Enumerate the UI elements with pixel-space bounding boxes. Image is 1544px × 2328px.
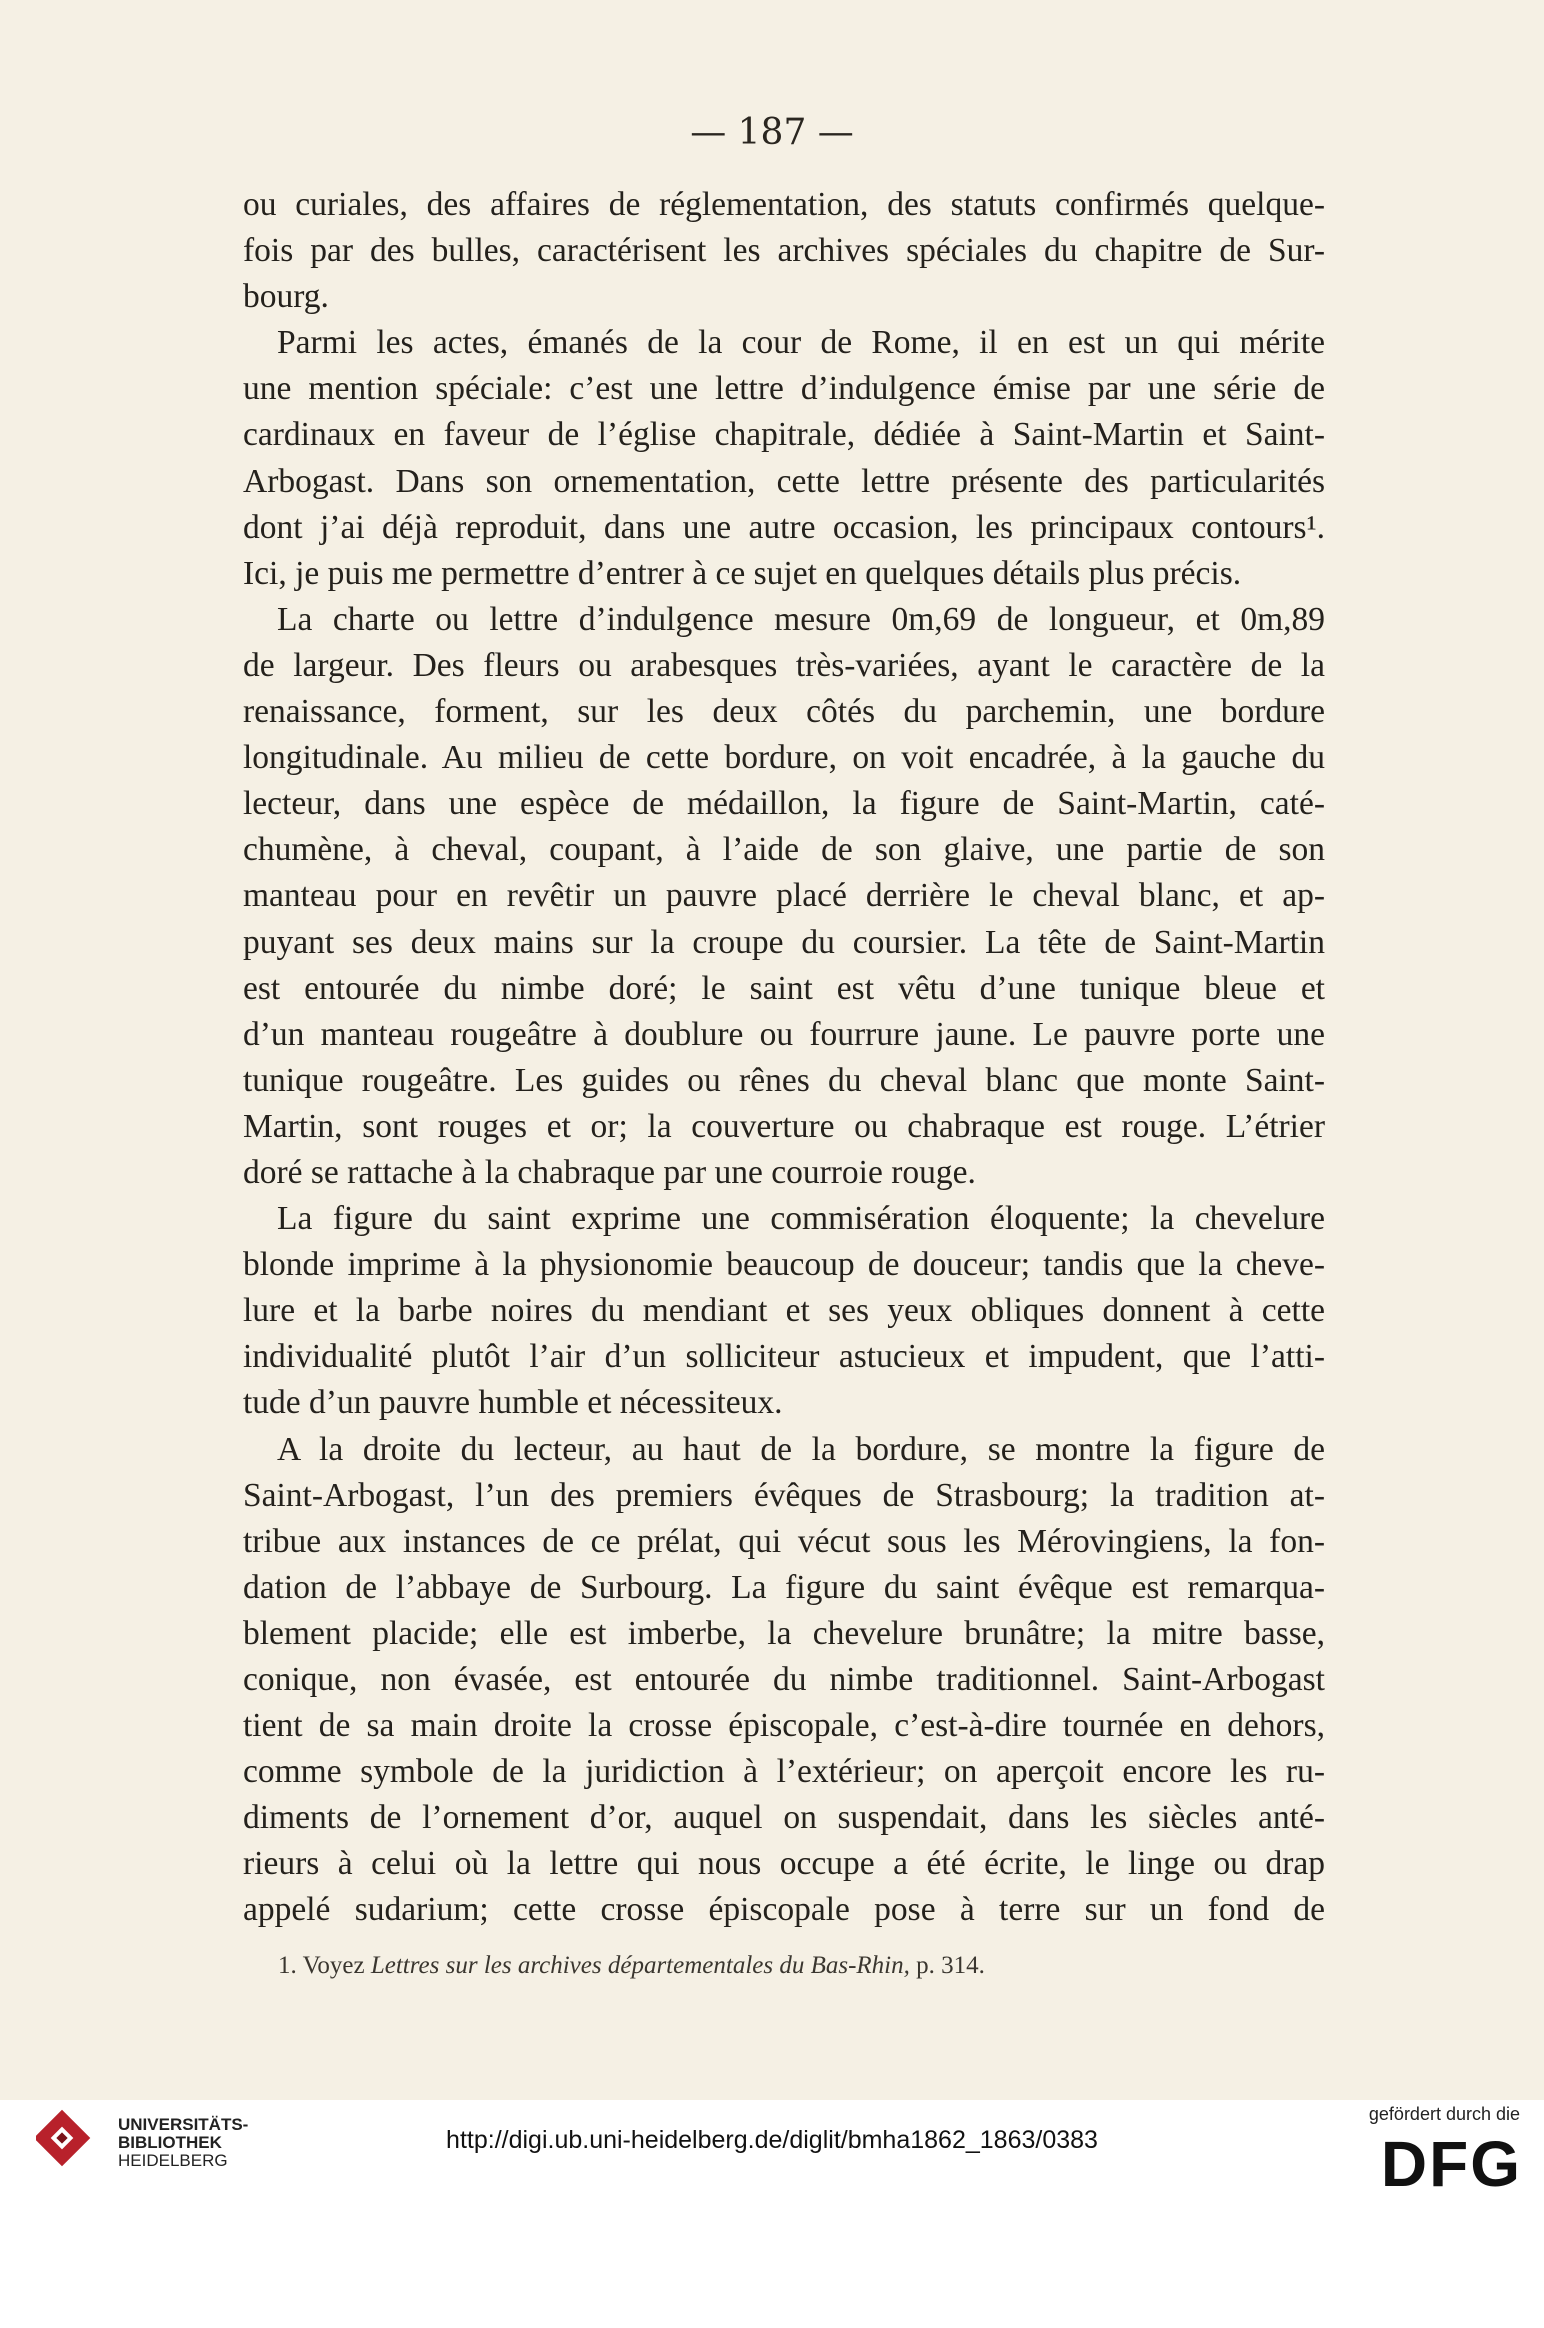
- text-line: Saint-Arbogast, l’un des premiers évêques de Strasbourg; la tradition at-: [243, 1476, 1325, 1514]
- text-line: La charte ou lettre d’indulgence mesure 0m,69 de longueur, et 0m,89: [277, 600, 1325, 638]
- paragraph: [243, 597, 1325, 1196]
- text-line: diments de l’ornement d’or, auquel on suspendait, dans les siècles anté-: [243, 1799, 1325, 1837]
- text-line: Parmi les actes, émanés de la cour de Rome, il en est un qui mérite: [277, 324, 1325, 362]
- text-line: de largeur. Des fleurs ou arabesques très-variées, ayant le caractère de la: [243, 646, 1325, 684]
- text-line: blement placide; elle est imberbe, la chevelure brunâtre; la mitre basse,: [243, 1614, 1325, 1652]
- page-number: — 187 —: [690, 112, 854, 153]
- text-line: individualité plutôt l’air d’un solliciteur astucieux et impudent, que l’atti-: [243, 1338, 1325, 1376]
- footnote-text-after: p. 314.: [916, 1952, 985, 1979]
- text-line: Ici, je puis me permettre d’entrer à ce sujet en quelques détails plus précis.: [243, 554, 1242, 592]
- text-line: tude d’un pauvre humble et nécessiteux.: [243, 1384, 783, 1422]
- funded-by-text: gefördert durch die: [1368, 2104, 1520, 2124]
- text-line: lecteur, dans une espèce de médaillon, la figure de Saint-Martin, caté-: [243, 785, 1325, 823]
- text-line: manteau pour en revêtir un pauvre placé derrière le cheval blanc, et ap-: [243, 877, 1325, 915]
- text-line: blonde imprime à la physionomie beaucoup de douceur; tandis que la cheve-: [243, 1246, 1325, 1284]
- paragraph: [243, 182, 1325, 320]
- text-line: dont j’ai déjà reproduit, dans une autre occasion, les principaux contours¹.: [243, 508, 1325, 546]
- text-line: Martin, sont rouges et or; la couverture ou chabraque est rouge. L’étrier: [243, 1107, 1325, 1145]
- text-line: comme symbole de la juridiction à l’extérieur; on aperçoit encore les ru-: [243, 1753, 1325, 1791]
- footnote: [278, 1952, 1178, 1980]
- text-line: une mention spéciale: c’est une lettre d’indulgence émise par une série de: [243, 370, 1325, 408]
- text-line: renaissance, forment, sur les deux côtés du parchemin, une bordure: [243, 693, 1325, 731]
- permalink-url[interactable]: http://digi.ub.uni-heidelberg.de/diglit/bmha1862_1863/0383: [446, 2126, 1098, 2154]
- text-line: chumène, à cheval, coupant, à l’aide de son glaive, une partie de son: [243, 831, 1325, 869]
- text-line: conique, non évasée, est entourée du nimbe traditionnel. Saint-Arbogast: [243, 1661, 1325, 1698]
- footnote-text-before: Voyez: [302, 1952, 365, 1979]
- text-line: dation de l’abbaye de Surbourg. La figure du saint évêque est remarqua-: [243, 1568, 1325, 1606]
- university-name-line3: HEIDELBERG: [118, 2151, 228, 2170]
- text-line: d’un manteau rougeâtre à doublure ou fourrure jaune. Le pauvre porte une: [243, 1015, 1325, 1053]
- text-line: tunique rougeâtre. Les guides ou rênes du cheval blanc que monte Saint-: [243, 1061, 1325, 1099]
- text-line: Arbogast. Dans son ornementation, cette lettre présente des particularités: [243, 462, 1325, 500]
- dfg-logo: DFG: [1380, 2128, 1522, 2200]
- footnote-italic-title: Lettres sur les archives départementales du Bas-Rhin,: [370, 1952, 910, 1979]
- text-line: longitudinale. Au milieu de cette bordure, on voit encadrée, à la gauche du: [243, 739, 1325, 777]
- text-line: fois par des bulles, caractérisent les archives spéciales du chapitre de Sur-: [243, 232, 1325, 270]
- text-line: tribue aux instances de ce prélat, qui vécut sous les Mérovingiens, la fon-: [243, 1522, 1325, 1560]
- text-line: cardinaux en faveur de l’église chapitrale, dédiée à Saint-Martin et Saint-: [243, 416, 1325, 454]
- text-line: A la droite du lecteur, au haut de la bordure, se montre la figure de: [277, 1430, 1325, 1468]
- paragraph: [243, 1427, 1325, 1934]
- text-line: ou curiales, des affaires de réglementation, des statuts confirmés quelque-: [243, 186, 1325, 223]
- body-text: [243, 182, 1325, 1934]
- text-line: tient de sa main droite la crosse épiscopale, c’est-à-dire tournée en dehors,: [243, 1707, 1325, 1745]
- university-name-line2: BIBLIOTHEK: [118, 2133, 222, 2152]
- text-line: La figure du saint exprime une commisération éloquente; la chevelure: [277, 1200, 1325, 1238]
- university-name-line1: UNIVERSITÄTS-: [118, 2115, 249, 2134]
- footnote-number: 1.: [278, 1952, 297, 1979]
- text-line: rieurs à celui où la lettre qui nous occupe a été écrite, le linge ou drap: [243, 1845, 1325, 1883]
- text-line: puyant ses deux mains sur la croupe du coursier. La tête de Saint-Martin: [243, 923, 1325, 961]
- text-line: appelé sudarium; cette crosse épiscopale pose à terre sur un fond de: [243, 1891, 1325, 1929]
- text-line: doré se rattache à la chabraque par une courroie rouge.: [243, 1153, 976, 1191]
- paragraph: [243, 320, 1325, 597]
- paragraph: [243, 1196, 1325, 1426]
- text-line: lure et la barbe noires du mendiant et ses yeux obliques donnent à cette: [243, 1292, 1325, 1330]
- text-line: bourg.: [243, 278, 329, 316]
- text-line: est entourée du nimbe doré; le saint est vêtu d’une tunique bleue et: [243, 969, 1325, 1007]
